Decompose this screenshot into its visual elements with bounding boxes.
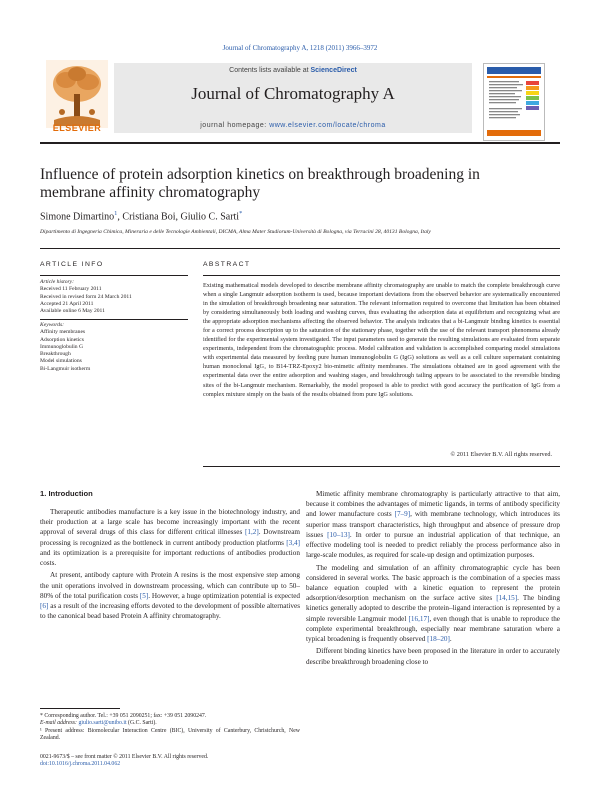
- article-info-heading: ARTICLE INFO: [40, 261, 104, 268]
- contents-available-line: [114, 67, 472, 74]
- paragraph: Different binding kinetics have been proposed in the literature in order to accurately describe breakthrough broadening close to: [306, 647, 560, 666]
- contents-prefix: Contents lists available at: [229, 67, 311, 74]
- author-dimartino[interactable]: Simone Dimartino: [40, 211, 115, 223]
- section-heading-introduction: 1. Introduction: [40, 489, 93, 498]
- citation-link[interactable]: [1,2]: [244, 528, 259, 537]
- sciencedirect-link[interactable]: ScienceDirect: [310, 67, 357, 74]
- citation-link[interactable]: [18–20]: [427, 635, 450, 644]
- keywords: [40, 322, 190, 373]
- elsevier-tree-logo-icon: [46, 60, 108, 128]
- author-footnote-mark[interactable]: 1: [114, 210, 118, 217]
- history-accepted: Accepted 21 April 2011: [40, 300, 94, 307]
- front-matter-info: [40, 754, 300, 769]
- affiliation-rule: [40, 248, 560, 249]
- keyword[interactable]: Bi-Langmuir isotherm: [40, 365, 91, 372]
- journal-citation[interactable]: Journal of Chromatography A, 1218 (2011) 3966–3972: [222, 44, 378, 52]
- keyword[interactable]: Breakthrough: [40, 351, 71, 358]
- present-address-note: ¹ Present address: Biomolecular Interaction Centre (BIC), University of Canterbury, Christchurch, New Zealand.: [40, 727, 300, 742]
- corresponding-author-note: * Corresponding author. Tel.: +39 051 2090251; fax: +39 051 2090247.: [40, 713, 207, 719]
- abstract-text: Existing mathematical models developed to describe membrane affinity chromatography are unable to match the complete breakthrough curve when a single Langmuir adsorption isotherm is used, because important deviations from the observed behavior are systematically encountered in the simulation of breakthrough broadening near saturation. The relevant information required to overcome that limitation has been obtained by considering simultaneously both loading and washing curves, thus evaluating the adsorption data at equilibrium and recognizing what are the appropriate adsorption mechanisms affecting the observed behavior. The analysis indicates that a bi-Langmuir binding kinetics is essential for a correct process description up to the saturation of the stationary phase, together with the use of the relevant transport phenomena already identified for the experimental system investigated. The input parameters used to generate the resulting simulations are evaluated from separate experiments, independent from the chromatographic process. Model calibration and validation is accomplished comparing model simulations with experimental data measured by feeding pure human immunoglobulin G (IgG) solutions as well as a cell culture supernatant containing human monoclonal IgG₁ to B14-TRZ-Epoxy2 bio-mimetic affinity membranes. The simulations obtained are in good agreement with the experimental data over the entire adsorption and washing stages, and breakthrough tailing appears to be associated to the reversible binding sites of the bi-Langmuir mechanism. Remarkably, the model proposed is able to predict with good accuracy the purification of IgG from a complex mixture simply on the basis of the results obtained from pure IgG solutions.: [203, 282, 560, 398]
- email-note: E-mail address: giulio.sarti@unibo.it (G.C. Sarti).: [40, 720, 157, 727]
- header-rule: [40, 142, 560, 144]
- abstract-heading: ABSTRACT: [203, 261, 251, 268]
- right-column: [306, 489, 560, 667]
- citation-link[interactable]: [6]: [40, 601, 49, 610]
- keyword[interactable]: Immunoglobulin G: [40, 343, 84, 350]
- history-received: Received 11 February 2011: [40, 286, 102, 293]
- copyright-notice: © 2011 Elsevier B.V. All rights reserved.: [450, 451, 552, 458]
- journal-cover-icon: [484, 64, 544, 140]
- keyword[interactable]: Adsorption kinetics: [40, 336, 84, 343]
- author-others[interactable]: , Cristiana Boi, Giulio C. Sarti: [117, 211, 240, 223]
- citation-link[interactable]: [7–9]: [394, 510, 411, 519]
- left-column: [40, 507, 300, 621]
- paragraph: Therapeutic antibodies manufacture is a key issue in the biotechnology industry, and their production at a large scale has become increasingly important with the recent approval of several drugs of this class for different critical illnesses [1,2]. Downstream processing is recognized as the bottleneck in current antibody production platforms [3,4] and its optimization is a prerequisite for important reductions of antibodies production costs.: [40, 508, 300, 568]
- journal-homepage-line: [114, 122, 472, 129]
- history-revised: Received in revised form 24 March 2011: [40, 293, 132, 300]
- homepage-prefix: journal homepage:: [200, 122, 270, 129]
- citation-link[interactable]: [3,4]: [286, 538, 300, 547]
- citation-link[interactable]: [14,15]: [496, 594, 518, 603]
- paper-title: Influence of protein adsorption kinetics on breakthrough broadening in membrane affinity chromatography: [40, 166, 480, 201]
- citation-link[interactable]: [10–13]: [327, 530, 350, 539]
- footnote-rule: [40, 708, 120, 709]
- homepage-link[interactable]: www.elsevier.com/locate/chroma: [269, 122, 386, 129]
- keyword[interactable]: Affinity membranes: [40, 329, 86, 336]
- citation-link[interactable]: [5]: [139, 591, 149, 600]
- email-link[interactable]: giulio.sarti@unibo.it: [78, 720, 127, 727]
- abstract-bottom-rule: [203, 466, 560, 467]
- journal-title: Journal of Chromatography A: [191, 84, 395, 103]
- paragraph: Mimetic affinity membrane chromatography is particularly attractive to that aim, because it combines the advantages of mimetic ligands, in terms of antibody specificity and lower manufacture costs [7–9], with membrane technology, which introduces its superior mass transport characteristics, high throughput and absence of pressure drop issues [10–13]. In order to pursue an industrial application of that technique, an effective modeling tool is needed to predict reliably the process performance also in large-scale modules, as required for scale-up design and optimization purposes.: [306, 490, 560, 560]
- issn-line: 0021-9673/$ – see front matter © 2011 Elsevier B.V. All rights reserved.: [40, 754, 209, 760]
- author-list: [40, 210, 560, 222]
- paragraph: At present, antibody capture with Protein A resins is the most expensive step among the unit operations involved in downstream processing, which can contribute up to 50–80% of the total purification costs [5]. However, a huge optimization potential is expected [6] as a result of the increasing efforts devoted to the development of possible alternatives to the canonical bead based Protein A affinity chromatography.: [40, 571, 301, 621]
- article-history: [40, 279, 190, 315]
- history-label: Article history:: [40, 279, 75, 285]
- corresponding-mark[interactable]: *: [239, 210, 243, 217]
- history-rule: [40, 319, 188, 320]
- abstract-rule: [203, 275, 560, 276]
- publisher-name: ELSEVIER: [52, 123, 102, 133]
- affiliation: Dipartimento di Ingegneria Chimica, Mineraria e delle Tecnologie Ambientali, DICMA, Alma Mater Studiorum-Università di Bologna, via Terracini 28, 40131 Bologna, Italy: [40, 229, 431, 235]
- paragraph: The modeling and simulation of an affinity chromatographic cycle has been considered in several works. The basic approach is the combination of a species mass balance equation coupled with a kinetic equation to represent the protein adsorption/desorption mechanism on the surface active sites [14,15]. The binding kinetics generally adopted to describe the protein–ligand interaction is represented by a simple reversible Langmuir model [16,17], even though that is unable to reproduce the complete experimental breakthrough, especially near membrane saturation where a typical broadening is frequently observed [18–20].: [306, 563, 560, 644]
- citation-link[interactable]: [16,17]: [408, 614, 430, 623]
- keyword[interactable]: Model simulations: [40, 358, 82, 365]
- footnotes: [40, 713, 300, 743]
- doi-link[interactable]: doi:10.1016/j.chroma.2011.04.062: [40, 761, 121, 768]
- history-online: Available online 6 May 2011: [40, 308, 105, 315]
- article-info-rule: [40, 275, 188, 276]
- keywords-label: Keywords:: [40, 322, 65, 328]
- journal-cover-thumbnail: [483, 63, 545, 141]
